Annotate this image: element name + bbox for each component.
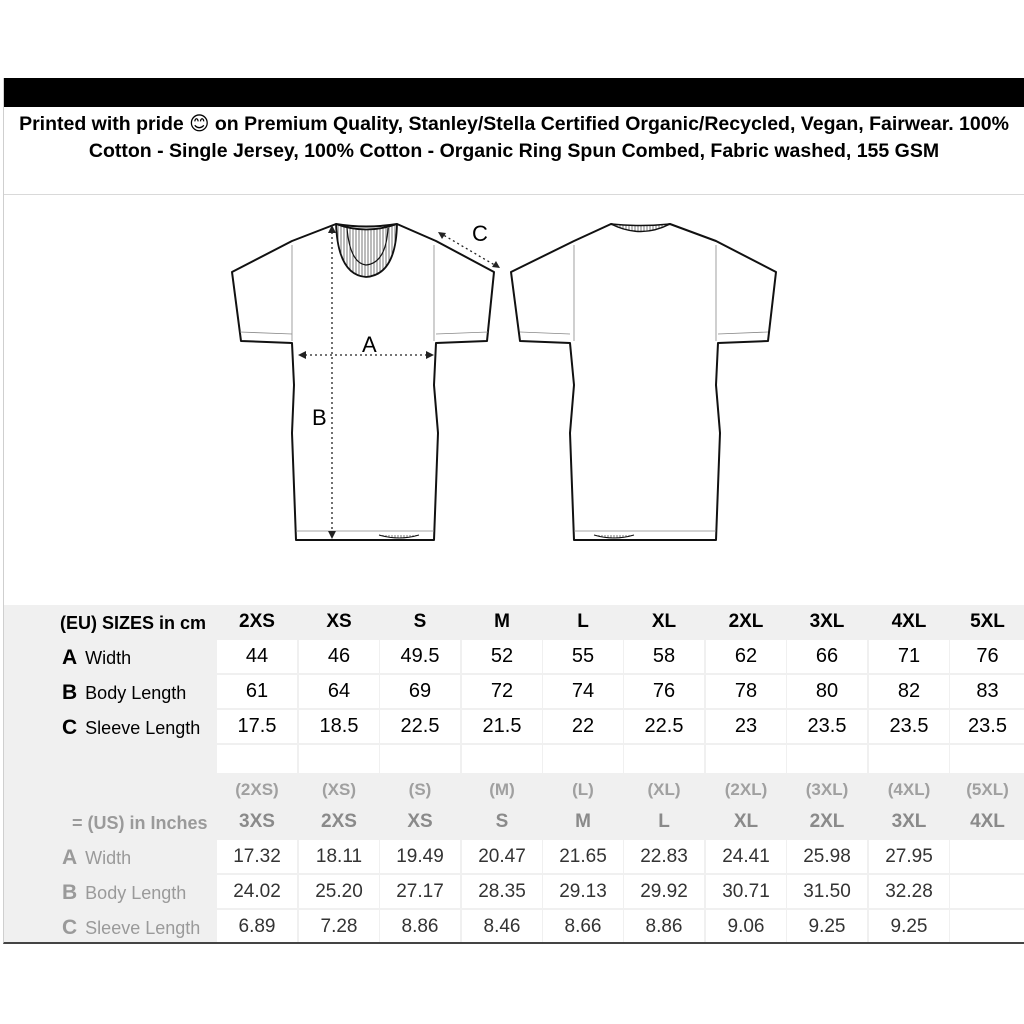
us-table-title: = (US) in Inches (72, 813, 208, 833)
us-size-header: XS (407, 811, 433, 832)
eu-value-cell: 76 (624, 675, 704, 708)
tshirt-illustration (4, 195, 1024, 605)
us-value-cell: 25.20 (299, 875, 379, 908)
us-value-cell: 8.86 (624, 910, 704, 942)
eu-row-label: B Body Length (62, 681, 187, 704)
spacer-cell (950, 745, 1024, 773)
us-value-cell: 22.83 (624, 840, 704, 873)
us-value-cell: 18.11 (299, 840, 379, 873)
us-eu-equivalent: (L) (572, 780, 594, 799)
eu-value-cell: 21.5 (462, 710, 542, 743)
eu-row-label: C Sleeve Length (62, 716, 201, 739)
eu-size-header: 4XL (891, 611, 927, 632)
eu-value-cell: 22 (543, 710, 623, 743)
us-value-cell: 20.47 (462, 840, 542, 873)
eu-value-cell: 22.5 (380, 710, 460, 743)
eu-size-header: 3XL (809, 611, 845, 632)
eu-value-cell: 61 (217, 675, 297, 708)
eu-value-cell: 62 (706, 640, 786, 673)
label-c: C (472, 221, 488, 246)
eu-value-cell: 83 (950, 675, 1024, 708)
us-value-cell: 31.50 (787, 875, 867, 908)
us-value-cell: 9.06 (706, 910, 786, 942)
spacer-cell (624, 745, 704, 773)
spacer-cell (217, 745, 297, 773)
eu-size-header: 5XL (970, 611, 1005, 632)
size-tables (4, 605, 1024, 942)
eu-size-header: XL (651, 611, 677, 632)
us-eu-equivalent: (M) (489, 780, 515, 799)
eu-size-header: 2XS (239, 611, 275, 632)
label-a: A (362, 332, 377, 357)
eu-value-cell: 22.5 (624, 710, 704, 743)
us-size-header: M (575, 811, 591, 832)
us-value-cell: 28.35 (462, 875, 542, 908)
spacer-cell (380, 745, 460, 773)
spacer-cell (299, 745, 379, 773)
eu-value-cell: 55 (543, 640, 623, 673)
us-value-cell: 7.28 (299, 910, 379, 942)
eu-value-cell: 23.5 (869, 710, 949, 743)
eu-size-header: S (413, 611, 427, 632)
us-value-cell: 19.49 (380, 840, 460, 873)
eu-value-cell: 66 (787, 640, 867, 673)
us-eu-equivalent: (2XL) (724, 780, 768, 799)
us-size-header: L (658, 811, 670, 832)
eu-size-header: 2XL (728, 611, 764, 632)
eu-value-cell: 23.5 (787, 710, 867, 743)
eu-value-cell: 72 (462, 675, 542, 708)
eu-value-cell: 78 (706, 675, 786, 708)
us-value-cell: 24.02 (217, 875, 297, 908)
eu-value-cell: 64 (299, 675, 379, 708)
us-value-cell: 27.95 (869, 840, 949, 873)
eu-value-cell: 17.5 (217, 710, 297, 743)
top-bar (4, 78, 1024, 107)
eu-value-cell: 52 (462, 640, 542, 673)
us-value-cell: 8.86 (380, 910, 460, 942)
us-value-cell: 24.41 (706, 840, 786, 873)
us-value-cell (950, 875, 1024, 908)
us-value-cell: 17.32 (217, 840, 297, 873)
us-eu-equivalent: (XS) (322, 780, 356, 799)
eu-value-cell: 74 (543, 675, 623, 708)
us-row-label: C Sleeve Length (62, 916, 201, 939)
us-size-header: 2XL (809, 811, 845, 832)
us-value-cell: 6.89 (217, 910, 297, 942)
us-value-cell: 29.92 (624, 875, 704, 908)
us-value-cell: 25.98 (787, 840, 867, 873)
us-size-header: XL (733, 811, 759, 832)
size-chart (3, 78, 1024, 944)
eu-row-label: A Width (62, 646, 132, 669)
us-eu-equivalent: (4XL) (887, 780, 931, 799)
us-size-header: 4XL (970, 811, 1005, 832)
eu-value-cell: 58 (624, 640, 704, 673)
eu-size-header: M (494, 611, 510, 632)
eu-value-cell: 76 (950, 640, 1024, 673)
tshirt-diagram (4, 195, 1024, 605)
eu-value-cell: 46 (299, 640, 379, 673)
us-value-cell: 9.25 (869, 910, 949, 942)
us-size-header: S (495, 811, 509, 832)
us-value-cell: 8.66 (543, 910, 623, 942)
eu-value-cell: 23.5 (950, 710, 1024, 743)
eu-table-title: (EU) SIZES in cm (60, 613, 207, 633)
us-row-label: B Body Length (62, 881, 187, 904)
us-eu-equivalent: (2XS) (235, 780, 279, 799)
us-value-cell: 21.65 (543, 840, 623, 873)
us-value-cell: 29.13 (543, 875, 623, 908)
us-value-cell (950, 910, 1024, 942)
us-eu-equivalent: (S) (408, 780, 432, 799)
spacer-cell (787, 745, 867, 773)
us-eu-equivalent: (XL) (647, 780, 681, 799)
tshirt-front (232, 224, 494, 540)
eu-value-cell: 69 (380, 675, 460, 708)
label-b: B (312, 405, 327, 430)
eu-value-cell: 71 (869, 640, 949, 673)
us-value-cell: 30.71 (706, 875, 786, 908)
spacer-cell (869, 745, 949, 773)
eu-value-cell: 82 (869, 675, 949, 708)
spacer-cell (543, 745, 623, 773)
us-value-cell (950, 840, 1024, 873)
tshirt-back (511, 224, 776, 540)
eu-size-header: L (577, 611, 589, 632)
eu-value-cell: 23 (706, 710, 786, 743)
eu-value-cell: 49.5 (380, 640, 460, 673)
us-eu-equivalent: (3XL) (805, 780, 849, 799)
us-value-cell: 32.28 (869, 875, 949, 908)
us-size-header: 2XS (321, 811, 357, 832)
spacer-cell (462, 745, 542, 773)
us-value-cell: 9.25 (787, 910, 867, 942)
us-size-header: 3XL (891, 811, 927, 832)
product-description: Printed with pride 😊 on Premium Quality, Stanley/Stella Certified Organic/Recycled, Vegan, Fairwear. 100% Cotton - Single Jersey, 100% Cotton - Organic Ring Spun Combed, Fabric washed, 155 GSM (19, 113, 1009, 162)
us-row-label: A Width (62, 846, 132, 869)
eu-value-cell: 18.5 (299, 710, 379, 743)
us-size-header: 3XS (239, 811, 275, 832)
spacer-cell (706, 745, 786, 773)
us-value-cell: 27.17 (380, 875, 460, 908)
us-value-cell: 8.46 (462, 910, 542, 942)
us-eu-equivalent: (5XL) (966, 780, 1009, 799)
eu-size-header: XS (326, 611, 352, 632)
eu-value-cell: 80 (787, 675, 867, 708)
eu-value-cell: 44 (217, 640, 297, 673)
